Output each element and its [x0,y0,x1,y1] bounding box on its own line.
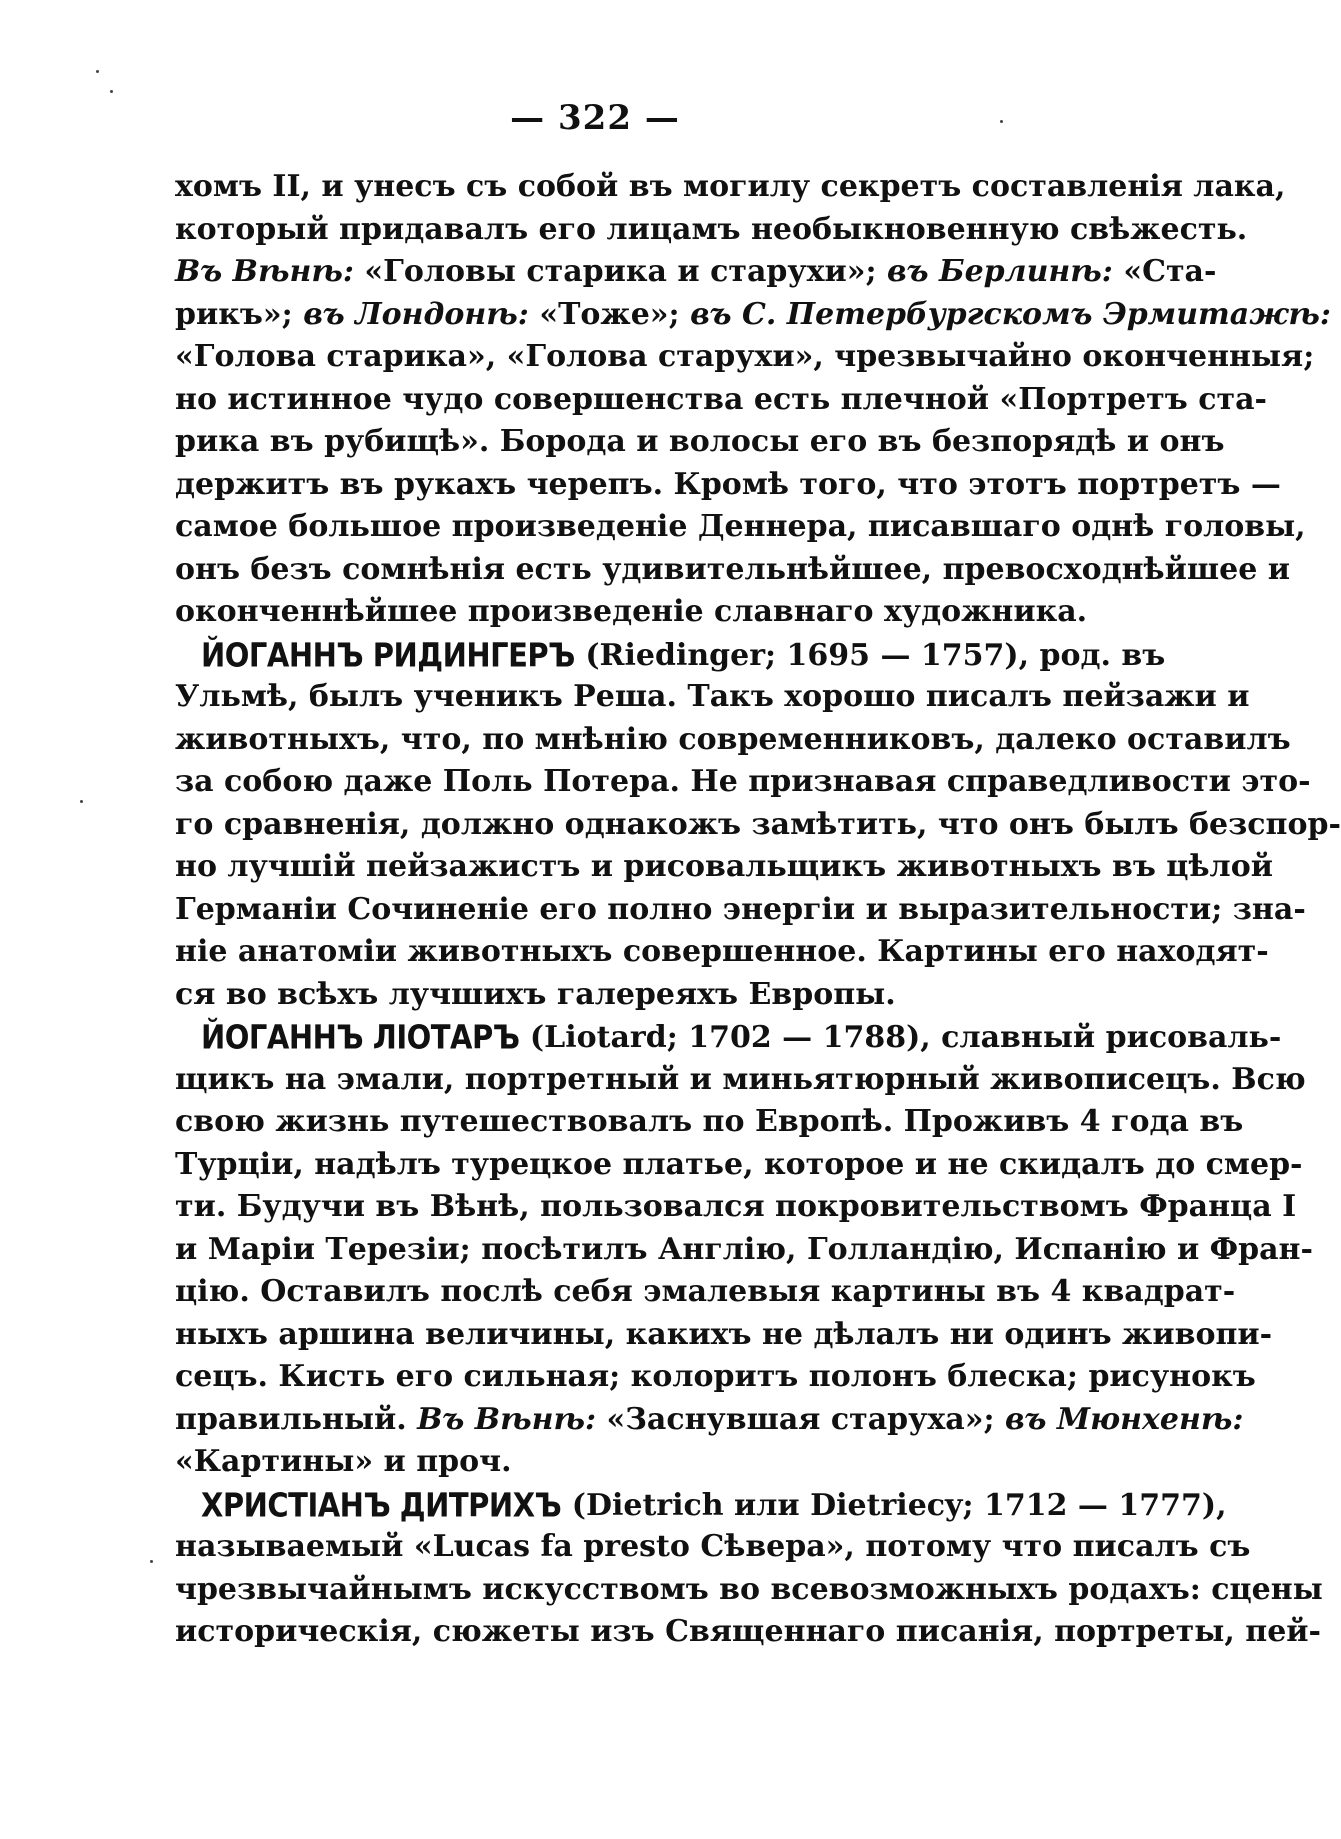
text-segment: (Dietrich или Dietriecy; 1712 — 1777), [561,1487,1227,1523]
text-segment: самое большое произведеніе Деннера, писавшаго однѣ головы, [175,509,1306,544]
location-label: Въ Вѣнѣ: [175,254,354,289]
text-segment: держитъ въ рукахъ черепъ. Кромѣ того, что этотъ портретъ — [175,466,1281,502]
text-line [175,634,1166,677]
text-segment: называемый «Lucas fa presto Сѣвера», потому что писалъ съ [175,1529,1251,1564]
text-segment: и Маріи Терезіи; посѣтилъ Англію, Голландію, Испанію и Фран- [175,1231,1313,1267]
text-segment: (Riedinger; 1695 — 1757), род. въ [574,637,1166,673]
scan-speck [150,1560,153,1563]
text-segment: чрезвычайнымъ искусствомъ во всевозможныхъ родахъ: сцены [175,1571,1323,1607]
text-line [175,1271,1236,1314]
text-segment: но истинное чудо совершенства есть плечной «Портретъ ста- [175,381,1267,417]
artist-name: ЙОГАННЪ РИДИНГЕРЪ [201,634,575,675]
text-segment: «Тоже»; [528,296,691,332]
text-segment: но лучшій пейзажистъ и рисовальщикъ животныхъ въ цѣлой [175,849,1273,884]
text-segment: рика въ рубищѣ». Борода и волосы его въ безпорядѣ и онъ [175,424,1225,459]
text-line [175,1526,1251,1569]
location-label: въ Лондонѣ: [303,296,529,332]
text-segment: го сравненія, должно однакожъ замѣтить, что онъ былъ безспор- [175,806,1341,842]
scan-speck [110,90,113,93]
text-line [175,1399,1244,1442]
text-line [175,846,1273,889]
text-line [175,1314,1273,1357]
text-line [175,1016,1282,1059]
text-segment: Германіи Сочиненіе его полно энергіи и выразительности; зна- [175,891,1306,927]
text-line [175,889,1306,932]
text-line [175,1569,1323,1612]
text-line [175,166,1286,209]
text-segment: ся во всѣхъ лучшихъ галереяхъ Европы. [175,976,896,1012]
text-segment: (Liotard; 1702 — 1788), славный рисоваль- [519,1020,1282,1055]
scan-speck [80,800,83,803]
text-line [175,1484,1227,1527]
text-line [175,804,1341,847]
text-line [175,1229,1313,1272]
text-segment: оконченнѣйшее произведеніе славнаго художника. [175,594,1088,629]
text-segment: за собою даже Поль Потера. Не признавая справедливости это- [175,764,1311,799]
artist-name: ХРИСТІАНЪ ДИТРИХЪ [201,1484,562,1525]
text-segment: ніе анатоміи животныхъ совершенное. Картины его находят- [175,934,1269,969]
location-label: въ С. Петербургскомъ Эрмитажѣ: [690,296,1331,332]
page-number: — 322 — [510,98,680,138]
location-label: Въ Вѣнѣ: [417,1401,597,1437]
location-label: въ Мюнхенѣ: [1004,1401,1244,1437]
text-line [175,549,1291,592]
text-line [175,336,1315,379]
text-line [175,1144,1303,1187]
location-label: въ Берлинѣ: [887,254,1113,289]
text-segment: животныхъ, что, по мнѣнію современниковъ, далеко оставилъ [175,721,1291,757]
text-segment: Турціи, надѣлъ турецкое платье, которое и не скидалъ до смер- [175,1146,1303,1182]
text-line [175,761,1311,804]
text-segment: ти. Будучи въ Вѣнѣ, пользовался покровительствомъ Франца I [175,1189,1297,1224]
text-segment: щикъ на эмали, портретный и миньятюрный живописецъ. Всю [175,1061,1306,1097]
body-text [175,166,1341,1654]
text-segment: «Ста- [1112,254,1217,289]
text-segment: свою жизнь путешествовалъ по Европѣ. Проживъ 4 года въ [175,1104,1244,1139]
text-segment: Ульмѣ, былъ ученикъ Реша. Такъ хорошо писалъ пейзажи и [175,679,1250,714]
text-segment: ныхъ аршина величины, какихъ не дѣлалъ ни одинъ живопи- [175,1316,1273,1352]
text-line [175,251,1217,294]
text-line [175,421,1225,464]
text-line [175,1356,1256,1399]
text-segment: «Картины» и проч. [175,1444,512,1479]
text-segment: историческія, сюжеты изъ Священнаго писанія, портреты, пей- [175,1614,1321,1649]
artist-name: ЙОГАННЪ ЛІОТАРЪ [201,1017,520,1057]
text-line [175,1101,1244,1144]
text-segment: правильный. [175,1401,418,1437]
scan-speck [96,70,99,73]
text-segment: «Заснувшая старуха»; [596,1401,1005,1437]
text-line [175,1441,1100,1484]
text-line [175,1186,1297,1229]
text-segment: «Головы старика и старухи»; [353,254,887,289]
text-line [175,719,1291,762]
text-line [175,1611,1321,1654]
text-line [175,209,1248,252]
text-segment: онъ безъ сомнѣнія есть удивительнѣйшее, превосходнѣйшее и [175,551,1291,587]
text-segment: который придавалъ его лицамъ необыкновенную свѣжесть. [175,211,1248,247]
text-line [175,931,1269,974]
text-segment: «Голова старика», «Голова старухи», чрезвычайно оконченныя; [175,339,1315,374]
text-line [175,974,1100,1017]
text-line [175,506,1306,549]
text-line [175,676,1250,719]
text-segment: цію. Оставилъ послѣ себя эмалевыя картины въ 4 квадрат- [175,1274,1236,1309]
text-line [175,591,1100,634]
text-line [175,464,1281,507]
text-line [175,379,1267,422]
text-segment: хомъ II, и унесъ съ собой въ могилу секретъ составленія лака, [175,169,1286,204]
text-line [175,1059,1306,1102]
text-segment: рикъ»; [175,296,304,332]
text-segment: сецъ. Кисть его сильная; колоритъ полонъ блеска; рисунокъ [175,1359,1256,1394]
text-line [175,294,1331,337]
